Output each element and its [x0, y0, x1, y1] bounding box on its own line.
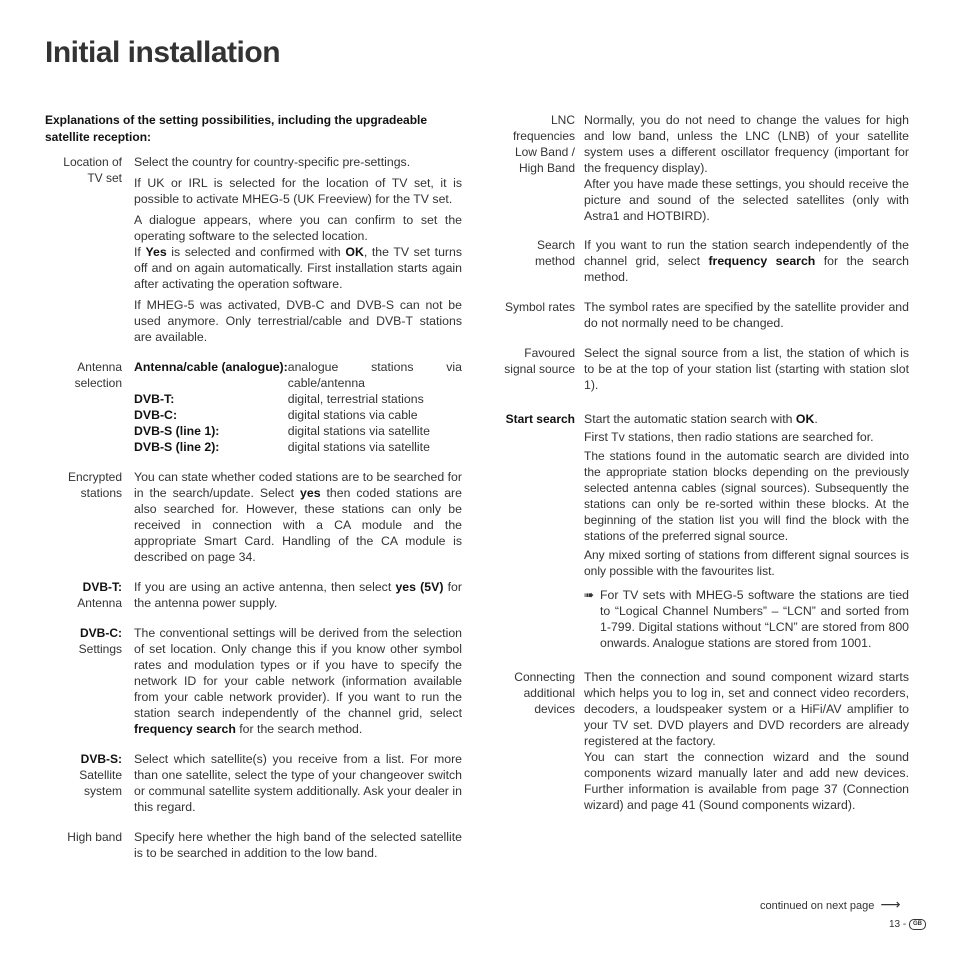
start-search-p1-b: .	[814, 412, 818, 426]
location-p1: Select the country for country-specific pre-settings.	[134, 155, 411, 169]
dvbs-label-text: Satellite system	[79, 768, 122, 798]
search-method-fs: frequency search	[708, 254, 816, 268]
dvbc-a: The conventional settings will be derived from the selection of set location. Only change this if you know other symbol rates and modulation types or if you have to specify the network ID for your cable network (information available from your cable network provider). If you want to run the station search independently of the channel grid, select	[134, 626, 462, 720]
lnc-body	[575, 112, 909, 224]
antenna-row	[134, 423, 462, 439]
dvbt-body	[122, 579, 462, 611]
antenna-row-key: DVB-S (line 2):	[134, 440, 220, 454]
antenna-label: Antenna selection	[74, 360, 122, 390]
entry-dvbs	[45, 751, 462, 815]
location-p5: If MHEG-5 was activated, DVB-C and DVB-S can not be used anymore. Only terrestrial/cable and DVB-T stations are available.	[134, 298, 462, 344]
page-number-text: 13 -	[889, 919, 907, 931]
location-p3-p4	[134, 212, 462, 292]
dvbs-body: Select which satellite(s) you receive from a list. For more than one satellite, select the type of your changeover switch or communal satellite system additionally. Ask your dealer in this regard.	[134, 752, 462, 814]
connecting-p1: Then the connection and sound component wizard starts which helps you to log in, set and connect video recorders, decoders, a loudspeaker system or a HiFi/AV amplifier to your TV set. DVD players and DVD recorders are already registered at the factory.	[584, 670, 909, 748]
antenna-row-value: digital stations via satellite	[287, 440, 430, 454]
favoured-label: Favoured signal source	[504, 346, 575, 376]
right-column	[497, 112, 909, 813]
dvbc-label-bold: DVB-C:	[80, 626, 122, 640]
location-p4-c: , the TV set turns off and on again automatically. First installation starts again after activating the operation software.	[134, 245, 463, 291]
antenna-row-value: digital stations via cable	[287, 408, 418, 422]
page-number	[889, 919, 926, 930]
highband-body: Specify here whether the high band of the selected satellite is to be searched in addition to the low band.	[134, 830, 462, 860]
start-search-p1-a: Start the automatic station search with	[584, 412, 796, 426]
dvbc-body	[122, 625, 462, 737]
start-search-body	[575, 411, 909, 651]
antenna-row-key: DVB-T:	[134, 392, 175, 406]
location-label: Location of TV set	[63, 155, 122, 185]
entry-dvbt	[45, 579, 462, 611]
location-p4-b: is selected and confirmed with	[166, 245, 346, 259]
antenna-body	[122, 359, 462, 455]
dvbc-fs: frequency search	[134, 722, 236, 736]
location-p4-a: If	[134, 245, 146, 259]
continued-note	[760, 896, 900, 913]
antenna-row	[134, 391, 462, 407]
antenna-row	[134, 359, 462, 391]
entry-antenna	[45, 359, 462, 455]
symbol-label: Symbol rates	[504, 300, 575, 314]
search-method-body	[575, 237, 909, 285]
start-search-note	[584, 587, 909, 651]
entry-encrypted	[45, 469, 462, 565]
dvbt-label-text: Antenna	[77, 596, 122, 610]
highband-label: High band	[67, 830, 122, 844]
dvbt-label-bold: DVB-T:	[82, 580, 122, 594]
favoured-body: Select the signal source from a list, the station of which is to be at the top of your station list (starting with station slot 1).	[584, 346, 909, 392]
start-search-p1-ok: OK	[795, 412, 815, 426]
entry-body	[122, 154, 462, 345]
location-p4-yes: Yes	[145, 245, 167, 259]
antenna-row-key: DVB-S (line 1):	[134, 424, 220, 438]
antenna-table	[134, 359, 462, 455]
start-search-p1	[584, 411, 909, 427]
left-column	[45, 112, 462, 861]
dvbs-label	[45, 751, 122, 815]
connecting-p2: You can start the connection wizard and the sound components wizard manually later and add new devices. Further information is available from page 37 (Connection wizard) and page 41 (Sound components wizard).	[584, 750, 909, 812]
symbol-body: The symbol rates are specified by the satellite provider and do not normally need to be changed.	[584, 300, 909, 330]
start-search-p4: Any mixed sorting of stations from different signal sources is only possible with the favourites list.	[584, 548, 909, 578]
dvbc-b: for the search method.	[235, 722, 363, 736]
start-search-label-text: Start search	[505, 412, 575, 426]
encrypted-label: Encrypted stations	[67, 470, 122, 500]
lnc-p2: After you have made these settings, you should receive the picture and sound of the selected satellites (only with Astra1 and HOTBIRD).	[584, 177, 909, 223]
antenna-row-key: Antenna/cable (analogue):	[134, 360, 288, 374]
antenna-row-value: analogue stations via cable/antenna	[287, 360, 462, 390]
antenna-row	[134, 407, 462, 423]
encrypted-a: You can state whether coded stations are to be searched for in the search/update. Select	[134, 470, 462, 500]
search-method-a: If you want to run the station search independently of the channel grid, select	[584, 238, 909, 268]
dvbc-label-text: Settings	[78, 642, 122, 656]
entry-symbol	[497, 299, 909, 331]
antenna-row-value: digital, terrestrial stations	[287, 392, 424, 406]
location-p4-ok: OK	[345, 245, 364, 259]
encrypted-b: then coded stations are also searched for. However, these stations can only be received in connection with a CA module and the appropriate Smart Card. Handling of the CA module is described on page 34.	[134, 486, 462, 564]
antenna-row-value: digital stations via satellite	[287, 424, 430, 438]
entry-label	[45, 154, 122, 345]
entry-lnc	[497, 112, 909, 224]
dvbs-label-bold: DVB-S:	[80, 752, 122, 766]
connecting-body	[575, 669, 909, 813]
gb-badge-icon: GB	[909, 919, 926, 930]
entry-search-method	[497, 237, 909, 285]
arrow-icon: ➠	[584, 588, 595, 602]
start-search-note-text: For TV sets with MHEG-5 software the stations are tied to “Logical Channel Numbers” – “LCN” and sorted from 1-799. Digital stations without “LCN” are stored from 800 onwards. Analogue stations are stored from 1001.	[600, 588, 909, 650]
start-search-p2: First Tv stations, then radio stations are searched for.	[584, 430, 874, 444]
continued-text: continued on next page	[760, 900, 875, 912]
search-method-b: for the search method.	[584, 254, 910, 284]
encrypted-yes: yes	[300, 486, 321, 500]
encrypted-body	[122, 469, 462, 565]
entry-favoured	[497, 345, 909, 393]
antenna-row	[134, 439, 462, 455]
location-p2: If UK or IRL is selected for the location of TV set, it is possible to activate MHEG-5 (UK Freeview) for the TV set.	[134, 176, 462, 206]
search-method-label: Search method	[534, 238, 575, 268]
connecting-label: Connecting additional devices	[514, 670, 575, 716]
entry-dvbc	[45, 625, 462, 737]
dvbt-label	[45, 579, 122, 611]
entry-location	[45, 154, 462, 345]
antenna-row-key: DVB-C:	[134, 408, 178, 422]
dvbt-a: If you are using an active antenna, then select	[134, 580, 396, 594]
entry-connecting	[497, 669, 909, 813]
lnc-label: LNC frequencies Low Band / High Band	[512, 113, 575, 175]
start-search-p3: The stations found in the automatic search are divided into the appropriate station blocks depending on the previously selected antenna cables (signal sources). Subsequently the stations can only be re-sorted within these blocks. At the beginning of the station list you will find the block with the stations of the preferred signal source.	[584, 449, 909, 543]
dvbt-b: for the antenna power supply.	[134, 580, 462, 610]
dvbc-label	[45, 625, 122, 737]
arrow-right-icon: ⟶	[880, 896, 901, 912]
entry-highband	[45, 829, 462, 861]
lnc-p1: Normally, you do not need to change the values for high and low band, unless the LNC (LNB) of your satellite system uses a different oscillator frequency (important for the frequency display).	[584, 113, 909, 175]
entry-start-search	[497, 411, 909, 651]
page-title: Initial installation	[45, 36, 281, 69]
location-p3: A dialogue appears, where you can confirm to set the operating software to the selected location.	[134, 213, 462, 243]
intro-heading: Explanations of the setting possibilities, including the upgradeable satellite reception:	[45, 113, 428, 144]
start-search-label	[497, 411, 575, 651]
dvbt-yes5v: yes (5V)	[395, 580, 444, 594]
